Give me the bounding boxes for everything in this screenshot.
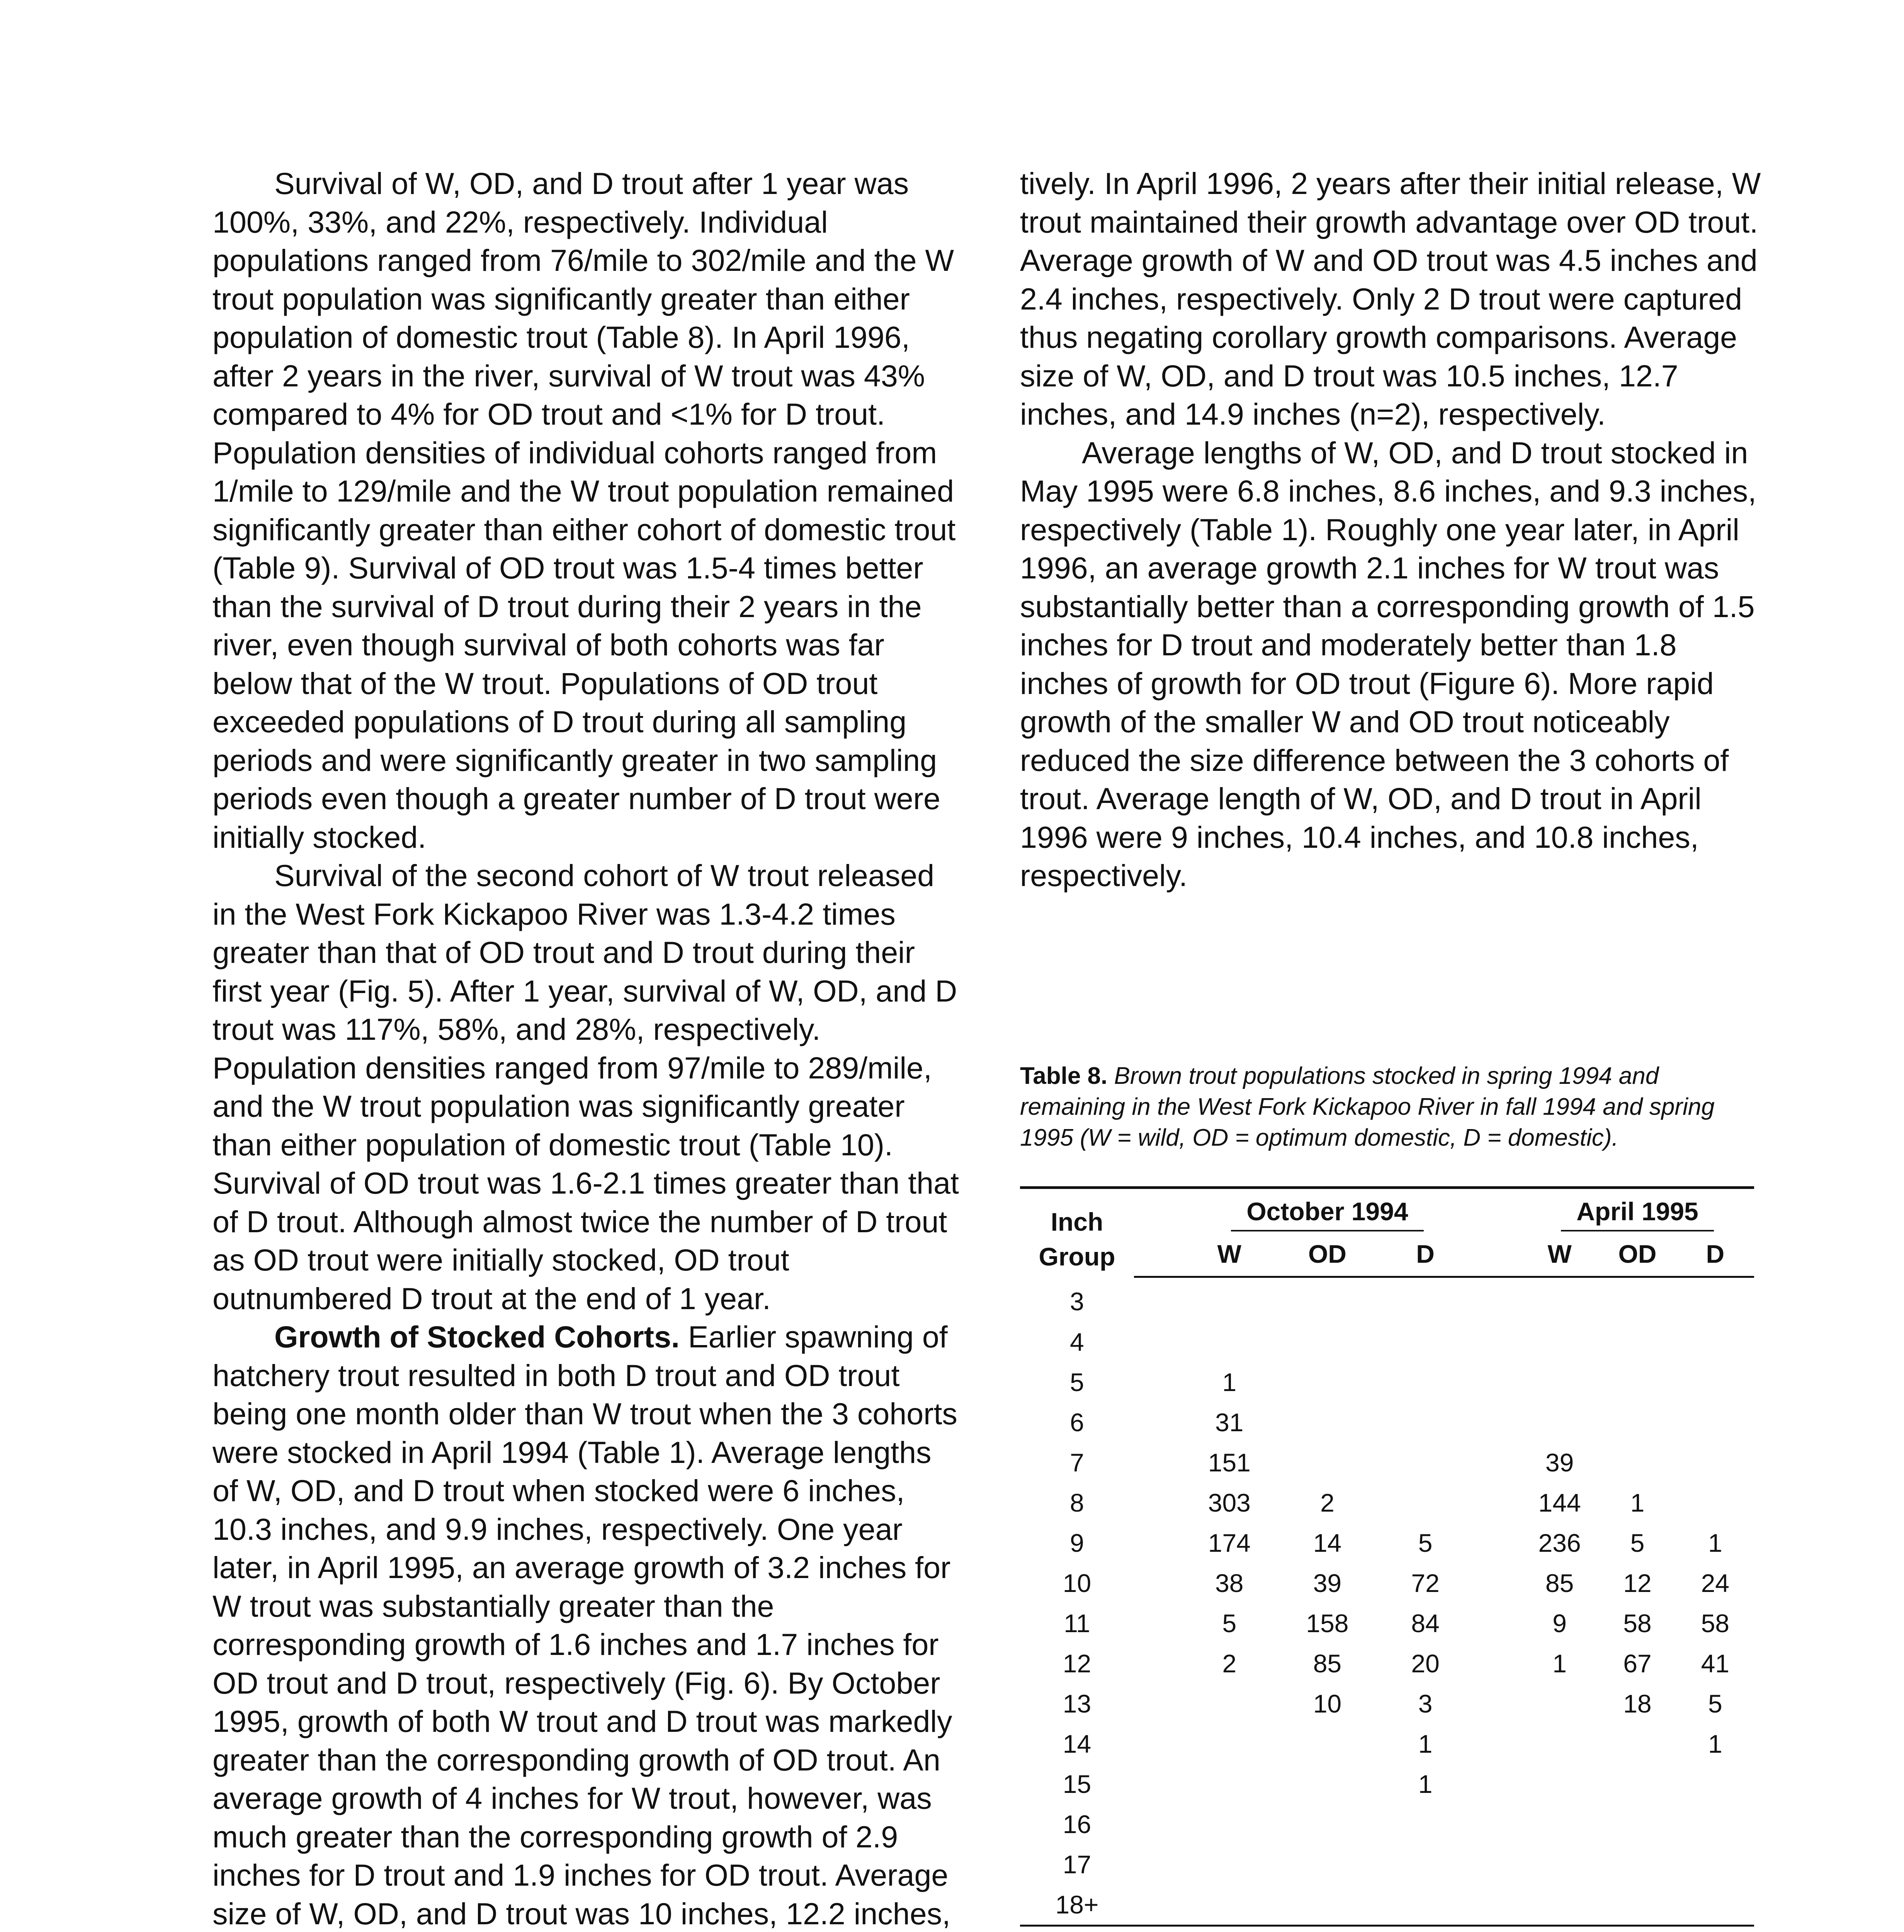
left-paragraph-3-body: Earlier spawning of hatchery trout resulted in both D trout and OD trout being one month older than W trout when the 3 cohorts were stocked in April 1994 (Table 1). Average lengths of W, OD, and D trout when stocked were 6 inches, 10.3 inches, and 9.9 inches, respectively. One year later, in April 1995, an average growth of 3.2 inches for W trout was substantially greater than the corresponding growth of 1.6 inches and 1.7 inches for OD trout and D trout, respectively (Fig. 6). By October 1995, growth of both W trout and D trout was markedly greater than the corresponding growth of OD trout. An average growth of 4 inches for W trout, however, was much greater than the corresponding growth of 2.9 inches for D trout and 1.9 inches for OD trout. Average size of W, OD, and D trout was 10 inches, 12.2 inches, xyxy=(212,1320,957,1931)
table-cell: 24 xyxy=(1701,1569,1730,1597)
table-row xyxy=(1020,1402,1754,1442)
right-paragraph-1: tively. In April 1996, 2 years after their initial release, W trout maintained their growth advantage over OD trout. Average growth of W and OD trout was 4.5 inches and 2.4 inches, respectively. Only 2 D trout were captured thus negating corollary growth comparisons. Average size of W, OD, and D trout was 10.5 inches, 12.7 inches, and 14.9 inches (n=2), respectively. xyxy=(1020,166,1761,431)
table-cell xyxy=(1598,1724,1676,1764)
table-row xyxy=(1020,1442,1754,1483)
table-cell xyxy=(1278,1362,1377,1402)
table-cell xyxy=(1676,1884,1754,1926)
table-cell: 151 xyxy=(1208,1448,1251,1477)
table-row xyxy=(1020,1362,1754,1402)
table-cell: 41 xyxy=(1701,1649,1730,1678)
table-cell: 14 xyxy=(1313,1529,1342,1557)
col-header-w: W xyxy=(1180,1231,1278,1277)
table-row xyxy=(1020,1804,1754,1844)
table-cell xyxy=(1278,1804,1377,1844)
table-cell xyxy=(1521,1724,1598,1764)
table-cell xyxy=(1180,1804,1278,1844)
row-label: 11 xyxy=(1064,1609,1090,1638)
table-row xyxy=(1020,1884,1754,1926)
table-row xyxy=(1020,1523,1754,1563)
table-cell: 303 xyxy=(1208,1488,1251,1517)
table-cell: 20 xyxy=(1411,1649,1440,1678)
table-cell xyxy=(1376,1844,1474,1884)
table-cell xyxy=(1278,1724,1377,1764)
left-paragraph-2: Survival of the second cohort of W trout released in the West Fork Kickapoo River was 1.3-4.2 times greater than that of OD trout and D trout during their first year (Fig. 5). After 1 year, survival of W, OD, and D trout was 117%, 58%, and 28%, respectively. Population densities ranged from 97/mile to 289/mile, and the W trout population was significantly greater than either population of domestic trout (Table 10). Survival of OD trout was 1.6-2.1 times greater than that of D trout. Although almost twice the number of D trout as OD trout were initially stocked, OD trout outnumbered D trout at the end of 1 year. xyxy=(212,858,959,1316)
table-cell: 5 xyxy=(1222,1609,1237,1638)
stub-header-inch: Inch xyxy=(1051,1208,1103,1236)
row-label: 12 xyxy=(1062,1649,1091,1678)
table-cell: 1 xyxy=(1418,1730,1433,1758)
table-row xyxy=(1020,1483,1754,1523)
table-cell xyxy=(1376,1277,1474,1322)
table-cell xyxy=(1676,1804,1754,1844)
table-cell xyxy=(1180,1684,1278,1724)
col-header-od: OD xyxy=(1598,1231,1676,1277)
group-header-april-1995: April 1995 xyxy=(1521,1188,1754,1232)
table-cell: 10 xyxy=(1313,1689,1342,1718)
table-8-body xyxy=(1020,1277,1754,1932)
row-label: 10 xyxy=(1062,1569,1091,1597)
table-cell xyxy=(1676,1483,1754,1523)
table-cell xyxy=(1180,1724,1278,1764)
table-cell xyxy=(1521,1926,1598,1932)
table-cell: 174 xyxy=(1208,1529,1251,1557)
group-header-october-1994: October 1994 xyxy=(1180,1188,1474,1232)
table-cell xyxy=(1376,1884,1474,1926)
table-cell: 85 xyxy=(1313,1649,1342,1678)
left-paragraph-3 xyxy=(212,1318,960,1932)
table-8 xyxy=(1020,1186,1754,1932)
right-paragraph-2: Average lengths of W, OD, and D trout stocked in May 1995 were 6.8 inches, 8.6 inches, and 9.3 inches, respectively (Table 1). Roughly one year later, in April 1996, an average growth 2.1 inches for W trout was substantially better than a corresponding growth of 1.5 inches for D trout and moderately better than 1.8 inches of growth for OD trout (Figure 6). More rapid growth of the smaller W and OD trout noticeably reduced the size difference between the 3 cohorts of trout. Average length of W, OD, and D trout in April 1996 were 9 inches, 10.4 inches, and 10.8 inches, respectively. xyxy=(1020,435,1756,893)
table-cell xyxy=(1278,1322,1377,1362)
table-cell xyxy=(1180,1322,1278,1362)
table-cell xyxy=(1376,1362,1474,1402)
table-row xyxy=(1020,1764,1754,1804)
table-cell xyxy=(1376,1926,1474,1932)
table-cell: 2 xyxy=(1222,1649,1237,1678)
table-cell xyxy=(1676,1442,1754,1483)
table-cell xyxy=(1278,1844,1377,1884)
row-label xyxy=(1020,1926,1134,1932)
table-cell xyxy=(1598,1804,1676,1844)
table-row xyxy=(1020,1724,1754,1764)
table-cell xyxy=(1521,1884,1598,1926)
table-cell xyxy=(1180,1926,1278,1932)
table-cell xyxy=(1180,1844,1278,1884)
table-cell xyxy=(1676,1362,1754,1402)
table-cell xyxy=(1278,1402,1377,1442)
table-row xyxy=(1020,1603,1754,1643)
table-cell xyxy=(1521,1402,1598,1442)
table-cell: 85 xyxy=(1545,1569,1574,1597)
table-cell: 158 xyxy=(1306,1609,1349,1638)
table-cell xyxy=(1521,1322,1598,1362)
row-label: 14 xyxy=(1062,1730,1091,1758)
table-cell xyxy=(1598,1442,1676,1483)
table-cell: 58 xyxy=(1623,1609,1652,1638)
table-cell: 72 xyxy=(1411,1569,1440,1597)
total-row xyxy=(1020,1926,1754,1932)
table-cell xyxy=(1180,1764,1278,1804)
row-label: 15 xyxy=(1062,1770,1091,1798)
table-cell xyxy=(1598,1926,1676,1932)
row-label: 16 xyxy=(1062,1810,1091,1838)
table-cell xyxy=(1598,1764,1676,1804)
table-cell xyxy=(1278,1277,1377,1322)
table-cell xyxy=(1376,1483,1474,1523)
table-cell xyxy=(1598,1884,1676,1926)
table-cell: 236 xyxy=(1538,1529,1581,1557)
table-cell: 2 xyxy=(1320,1488,1334,1517)
table-cell xyxy=(1376,1804,1474,1844)
table-cell xyxy=(1598,1322,1676,1362)
right-column xyxy=(1020,164,1768,895)
row-label: 8 xyxy=(1070,1488,1084,1517)
left-paragraph-1: Survival of W, OD, and D trout after 1 year was 100%, 33%, and 22%, respectively. Individual populations ranged from 76/mile to 302/mile and the W trout population was significantly greater than either population of domestic trout (Table 8). In April 1996, after 2 years in the river, survival of W trout was 43% compared to 4% for OD trout and <1% for D trout. Population densities of individual cohorts ranged from 1/mile to 129/mile and the W trout population remained significantly greater than either cohort of domestic trout (Table 9). Survival of OD trout was 1.5-4 times better than the survival of D trout during their 2 years in the river, even though survival of both cohorts was far below that of the W trout. Populations of OD trout exceeded populations of D trout during all sampling periods and were significantly greater in two sampling periods even though a greater number of D trout were initially stocked. xyxy=(212,166,956,854)
table-cell: 9 xyxy=(1552,1609,1567,1638)
table-cell xyxy=(1598,1362,1676,1402)
table-cell xyxy=(1180,1277,1278,1322)
col-header-od: OD xyxy=(1278,1231,1377,1277)
row-label: 5 xyxy=(1070,1368,1084,1396)
col-header-d: D xyxy=(1676,1231,1754,1277)
table-cell: 1 xyxy=(1222,1368,1237,1396)
table-row xyxy=(1020,1844,1754,1884)
table-cell xyxy=(1676,1277,1754,1322)
table-cell xyxy=(1376,1442,1474,1483)
table-cell xyxy=(1676,1844,1754,1884)
table-cell xyxy=(1521,1764,1598,1804)
table-cell: 67 xyxy=(1623,1649,1652,1678)
table-cell xyxy=(1598,1402,1676,1442)
table-row xyxy=(1020,1277,1754,1322)
table-cell: 5 xyxy=(1708,1689,1722,1718)
row-label: 3 xyxy=(1070,1287,1084,1316)
table-cell: 1 xyxy=(1708,1730,1722,1758)
table-cell xyxy=(1676,1322,1754,1362)
row-label: 4 xyxy=(1070,1328,1084,1356)
row-label: 13 xyxy=(1062,1689,1091,1718)
table-cell: 18 xyxy=(1623,1689,1652,1718)
table-cell xyxy=(1521,1804,1598,1844)
row-label: 18+ xyxy=(1055,1890,1099,1919)
table-cell xyxy=(1521,1844,1598,1884)
table-cell xyxy=(1521,1277,1598,1322)
section-heading-growth: Growth of Stocked Cohorts. xyxy=(274,1320,680,1354)
table-cell xyxy=(1598,1277,1676,1322)
table-row xyxy=(1020,1563,1754,1603)
left-column xyxy=(212,164,960,1932)
col-header-w: W xyxy=(1521,1231,1598,1277)
table-cell: 31 xyxy=(1215,1408,1244,1437)
table-cell: 12 xyxy=(1623,1569,1652,1597)
row-label: 7 xyxy=(1070,1448,1084,1477)
table-cell xyxy=(1180,1884,1278,1926)
table-cell: 5 xyxy=(1630,1529,1645,1557)
table-cell xyxy=(1278,1884,1377,1926)
table-cell xyxy=(1676,1926,1754,1932)
table-cell: 39 xyxy=(1313,1569,1342,1597)
table-cell xyxy=(1521,1362,1598,1402)
table-cell: 3 xyxy=(1418,1689,1433,1718)
col-header-d: D xyxy=(1376,1231,1474,1277)
table-cell xyxy=(1376,1402,1474,1442)
table-cell: 38 xyxy=(1215,1569,1244,1597)
table-8-caption-text: Brown trout populations stocked in spring 1994 and remaining in the West Fork Kickapoo River in fall 1994 and spring 1995 (W = wild, OD = optimum domestic, D = domestic). xyxy=(1020,1063,1715,1151)
table-cell xyxy=(1598,1844,1676,1884)
table-cell: 1 xyxy=(1418,1770,1433,1798)
table-cell xyxy=(1521,1684,1598,1724)
table-cell: 58 xyxy=(1701,1609,1730,1638)
table-row xyxy=(1020,1643,1754,1684)
table-cell: 84 xyxy=(1411,1609,1440,1638)
table-cell: 1 xyxy=(1708,1529,1722,1557)
table-cell: 1 xyxy=(1552,1649,1567,1678)
table-cell xyxy=(1676,1764,1754,1804)
stub-header xyxy=(1020,1188,1134,1277)
table-cell xyxy=(1278,1764,1377,1804)
row-label: 6 xyxy=(1070,1408,1084,1437)
table-cell xyxy=(1278,1442,1377,1483)
table-cell xyxy=(1376,1322,1474,1362)
table-cell xyxy=(1278,1926,1377,1932)
table-8-caption xyxy=(1020,1061,1746,1153)
table-8-label: Table 8. xyxy=(1020,1063,1108,1089)
table-row xyxy=(1020,1322,1754,1362)
row-label: 9 xyxy=(1070,1529,1084,1557)
row-label: 17 xyxy=(1062,1850,1091,1879)
table-cell: 144 xyxy=(1538,1488,1581,1517)
table-row xyxy=(1020,1684,1754,1724)
table-cell xyxy=(1676,1402,1754,1442)
table-cell: 1 xyxy=(1630,1488,1645,1517)
table-cell: 5 xyxy=(1418,1529,1433,1557)
table-cell: 39 xyxy=(1545,1448,1574,1477)
stub-header-group: Group xyxy=(1039,1242,1115,1271)
